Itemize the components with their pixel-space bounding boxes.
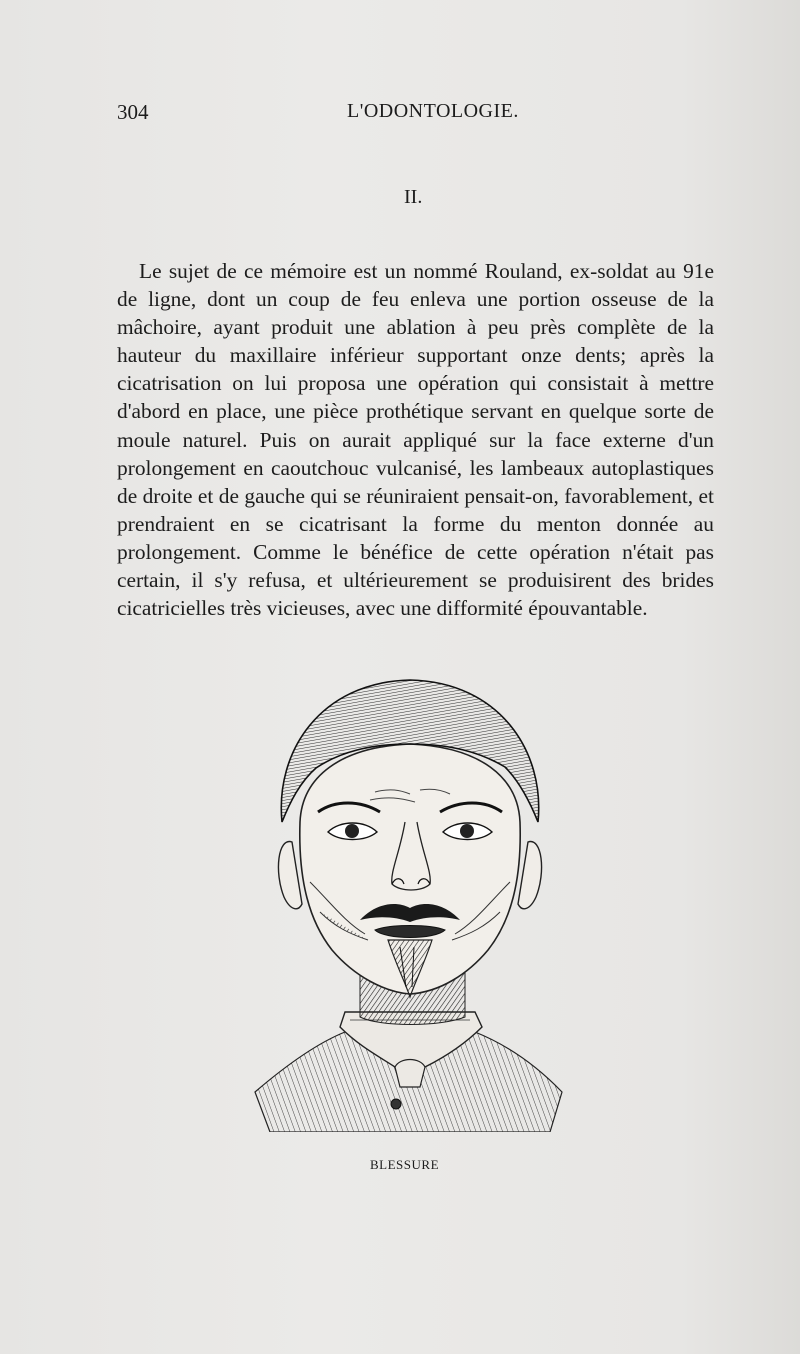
figure-caption: BLESSURE (370, 1157, 440, 1172)
running-title: L'ODONTOLOGIE. (347, 100, 519, 122)
engraving-illustration (250, 672, 570, 1132)
section-heading: II. (404, 186, 423, 208)
page-number: 304 (117, 100, 149, 124)
body-paragraph: Le sujet de ce mémoire est un nommé Rouland, ex-soldat au 91e de ligne, dont un coup de feu enleva une portion osseuse de la mâchoire, ayant produit une ablation à peu près complète de la hauteur du maxillaire inférieur supportant onze dents; après la cicatrisation on lui proposa une opération qui consistait à mettre d'abord en place, une pièce prothétique servant en quelque sorte de moule naturel. Puis on aurait appliqué sur la face externe d'un prolongement en caoutchouc vulcanisé, les lambeaux autoplastiques de droite et de gauche qui se réuniraient pensait-on, favorablement, et prendraient en se cicatrisant la forme du menton donnée au prolongement. Comme le bénéfice de cette opération n'était pas certain, il s'y refusa, et ultérieurement se produisirent des brides cicatricielles très vicieuses, avec une difformité épouvantable. (117, 259, 714, 621)
page-header (117, 100, 717, 128)
